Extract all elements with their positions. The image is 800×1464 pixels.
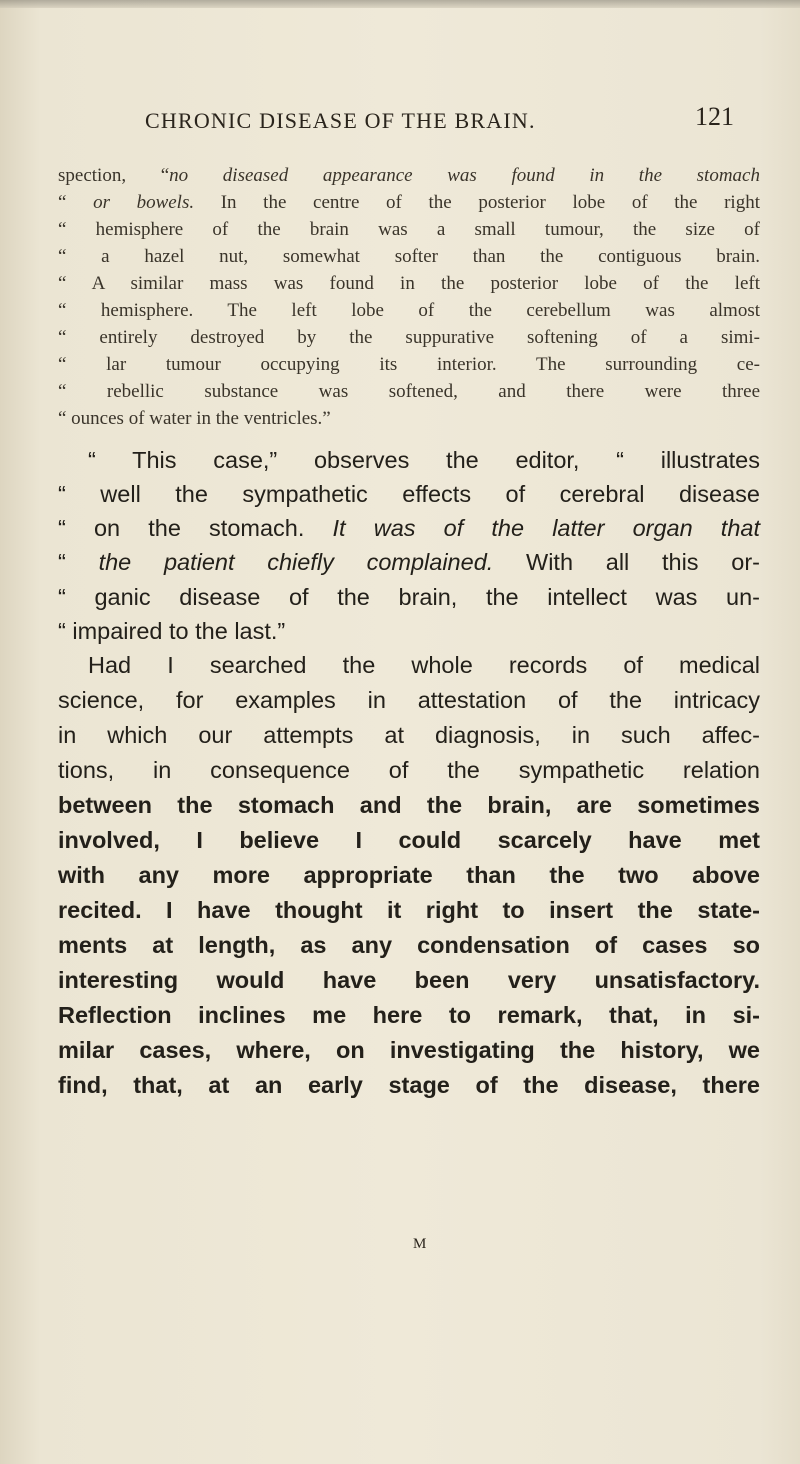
quote-line: “ lar tumour occupying its interior. The surrounding ce-	[58, 354, 760, 375]
quote-line: “ or bowels. In the centre of the posterior lobe of the right	[58, 192, 760, 213]
editor-quote-line: “ the patient chiefly complained. With all this or-	[58, 549, 761, 575]
quote-line: “ hemisphere. The left lobe of the cerebellum was almost	[58, 300, 760, 321]
quote-line: “ hemisphere of the brain was a small tumour, the size of	[58, 219, 760, 240]
paragraph-line: Had I searched the whole records of medical	[88, 652, 760, 678]
quote-line: “ a hazel nut, somewhat softer than the contiguous brain.	[58, 246, 760, 267]
paragraph-line: milar cases, where, on investigating the history, we	[58, 1037, 760, 1063]
paragraph-line: science, for examples in attestation of the intricacy	[58, 687, 760, 713]
editor-quote-line: “ well the sympathetic effects of cerebral disease	[58, 481, 760, 507]
editor-quote-line: “ impaired to the last.”	[58, 618, 286, 644]
paragraph-line: between the stomach and the brain, are sometimes	[58, 792, 760, 818]
editor-quote-line: “ ganic disease of the brain, the intellect was un-	[58, 584, 760, 610]
paragraph-line: involved, I believe I could scarcely have met	[58, 827, 760, 853]
signature-mark: M	[413, 1236, 428, 1252]
page-top-edge	[0, 0, 800, 8]
quote-line: “ ounces of water in the ventricles.”	[58, 408, 331, 429]
editor-quote-line: “ on the stomach. It was of the latter organ that	[58, 515, 761, 541]
paragraph-line: in which our attempts at diagnosis, in such affec-	[58, 722, 760, 748]
paragraph-line: find, that, at an early stage of the disease, there	[58, 1072, 760, 1098]
quote-line: “ rebellic substance was softened, and there were three	[58, 381, 760, 402]
page-header	[0, 100, 800, 140]
page-number: 121	[695, 102, 734, 131]
quote-line: spection, “no diseased appearance was found in the stomach	[58, 165, 760, 186]
paragraph-line: ments at length, as any condensation of cases so	[58, 932, 760, 958]
quote-line: “ A similar mass was found in the posterior lobe of the left	[58, 273, 760, 294]
running-title: CHRONIC DISEASE OF THE BRAIN.	[145, 108, 536, 133]
paragraph-line: tions, in consequence of the sympathetic relation	[58, 757, 760, 783]
paragraph-line: with any more appropriate than the two above	[58, 862, 760, 888]
paragraph-line: recited. I have thought it right to insert the state-	[58, 897, 760, 923]
editor-quote-line: “ This case,” observes the editor, “ illustrates	[88, 447, 760, 473]
quote-line: “ entirely destroyed by the suppurative softening of a simi-	[58, 327, 760, 348]
paragraph-line: Reflection inclines me here to remark, that, in si-	[58, 1002, 760, 1028]
paragraph-line: interesting would have been very unsatisfactory.	[58, 967, 760, 993]
